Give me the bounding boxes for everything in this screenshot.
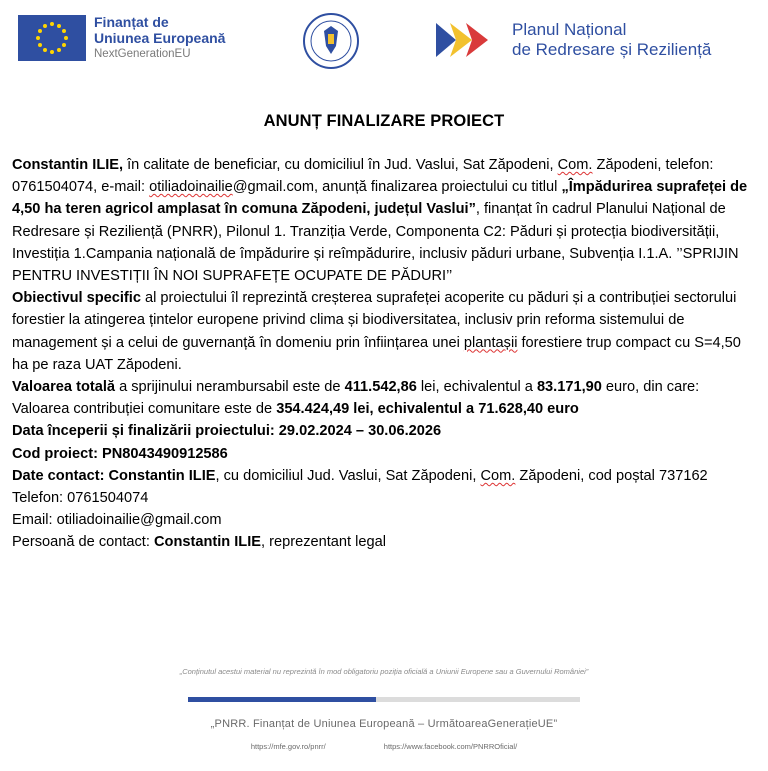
paragraph-contact-data xyxy=(12,465,760,487)
text: în calitate de beneficiar, cu domiciliul în Jud. Vaslui, Sat Zăpodeni, xyxy=(123,157,558,173)
objective-label: Obiectivul specific xyxy=(12,290,141,307)
link-facebook[interactable]: https://www.facebook.com/PNRROficial/ xyxy=(383,742,518,751)
phone: Telefon: 0761504074 xyxy=(12,490,149,507)
pnrr-arrow-icon xyxy=(436,21,504,59)
government-seal-icon xyxy=(302,12,360,70)
project-dates-text: Data începerii și finalizării proiectului: 29.02.2024 – 30.06.2026 xyxy=(12,423,442,440)
spellcheck-word: Com. xyxy=(557,157,593,173)
project-dates xyxy=(12,420,760,442)
eu-flag-icon xyxy=(18,15,86,61)
footer-tagline: „PNRR. Finanțat de Uniunea Europeană – UrmătoareaGenerațieUE” xyxy=(210,718,558,730)
email: Email: otiliadoinailie@gmail.com xyxy=(12,512,222,529)
announcement-body xyxy=(12,154,760,554)
link-mfe[interactable]: https://mfe.gov.ro/pnrr/ xyxy=(250,742,326,751)
total-value-lei: 411.542,86 xyxy=(344,379,417,396)
page-title: ANUNȚ FINALIZARE PROIECT xyxy=(263,112,505,130)
footer-bar-fill xyxy=(188,697,376,702)
eu-logo xyxy=(18,14,225,62)
paragraph-intro xyxy=(12,154,760,287)
total-value-euro: 83.171,90 xyxy=(536,379,602,396)
paragraph-objective xyxy=(12,287,760,376)
footer-disclaimer: „Conținutul acestui material nu reprezintă în mod obligatoriu poziția oficială a Uniunii Europene sau a Guvernului României” xyxy=(179,667,589,676)
eu-line3: NextGenerationEU xyxy=(94,48,191,60)
pnrr-line1: Planul Național xyxy=(512,20,627,39)
text: a sprijinului nerambursabil este de xyxy=(115,379,345,396)
text: forestiere trup compact cu S=4,50 ha pe raza UAT Zăpodeni. xyxy=(12,334,741,373)
contact-person xyxy=(12,531,760,553)
project-title: „Împădurirea suprafeței de 4,50 ha teren agricol amplasat în comuna Zăpodeni, județul Vaslui” xyxy=(12,179,748,218)
contact-person-name: Constantin ILIE xyxy=(153,534,262,551)
spellcheck-word: Com. xyxy=(480,467,516,484)
total-value-label: Valoarea totală xyxy=(12,379,116,396)
contact-data-label: Date contact: Constantin ILIE xyxy=(12,467,216,484)
spellcheck-word: plantașii xyxy=(463,334,518,351)
text: @gmail.com, anunță finalizarea proiectului cu titlul xyxy=(232,179,562,196)
text: euro, din care: xyxy=(601,379,700,396)
text: lei, echivalentul a xyxy=(416,379,537,396)
community-value: 354.424,49 lei, echivalentul a 71.628,40 euro xyxy=(276,401,579,418)
text: al proiectului îl reprezintă creșterea suprafeței acoperite cu păduri și a contribuției sectorului forestier la atingerea țintelor europene privind clima și biodiversitatea, inclusiv prin reforma sistemului de management și a celui de guvernanță în domeniu prin înființarea unei xyxy=(12,290,737,351)
eu-line2: Uniunea Europeană xyxy=(94,30,226,46)
spellcheck-word: otiliadoinailie xyxy=(149,179,233,196)
text: , finanțat în cadrul Planului Național de Redresare și Reziliență (PNRR), Pilonul 1. Tranziția Verde, Componenta C2: Păduri și protecția biodiversității, Investiția 1.Campania națională de împădurire și reîmpădurire, inclusiv păduri urbane, Subvenția I.1.A. ’’SPRIJIN PENTRU INVESTIȚII ÎN NOI SUPRAFEȚE OCUPATE DE PĂDURI’’ xyxy=(12,201,739,285)
eu-line1: Finanțat de xyxy=(94,14,169,30)
text: , reprezentant legal xyxy=(261,534,386,551)
text: , cu domiciliul Jud. Vaslui, Sat Zăpodeni, xyxy=(215,467,481,484)
text: Zăpodeni, cod poștal 737162 xyxy=(515,467,708,484)
project-code-text: Cod proiect: PN8043490912586 xyxy=(12,445,228,462)
pnrr-logo xyxy=(436,20,711,60)
header xyxy=(0,0,768,90)
footer-links xyxy=(0,742,768,751)
text: Persoană de contact: xyxy=(12,534,154,551)
paragraph-community-contribution xyxy=(12,398,760,420)
pnrr-line2: de Redresare și Reziliență xyxy=(512,40,712,59)
project-code xyxy=(12,443,760,465)
paragraph-total-value xyxy=(12,376,760,398)
text: Valoarea contribuției comunitare este de xyxy=(12,401,277,418)
text: Zăpodeni, telefon: 0761504074, e-mail: xyxy=(12,157,714,196)
footer-bar xyxy=(188,697,580,702)
beneficiary-name: Constantin ILIE, xyxy=(12,157,124,173)
